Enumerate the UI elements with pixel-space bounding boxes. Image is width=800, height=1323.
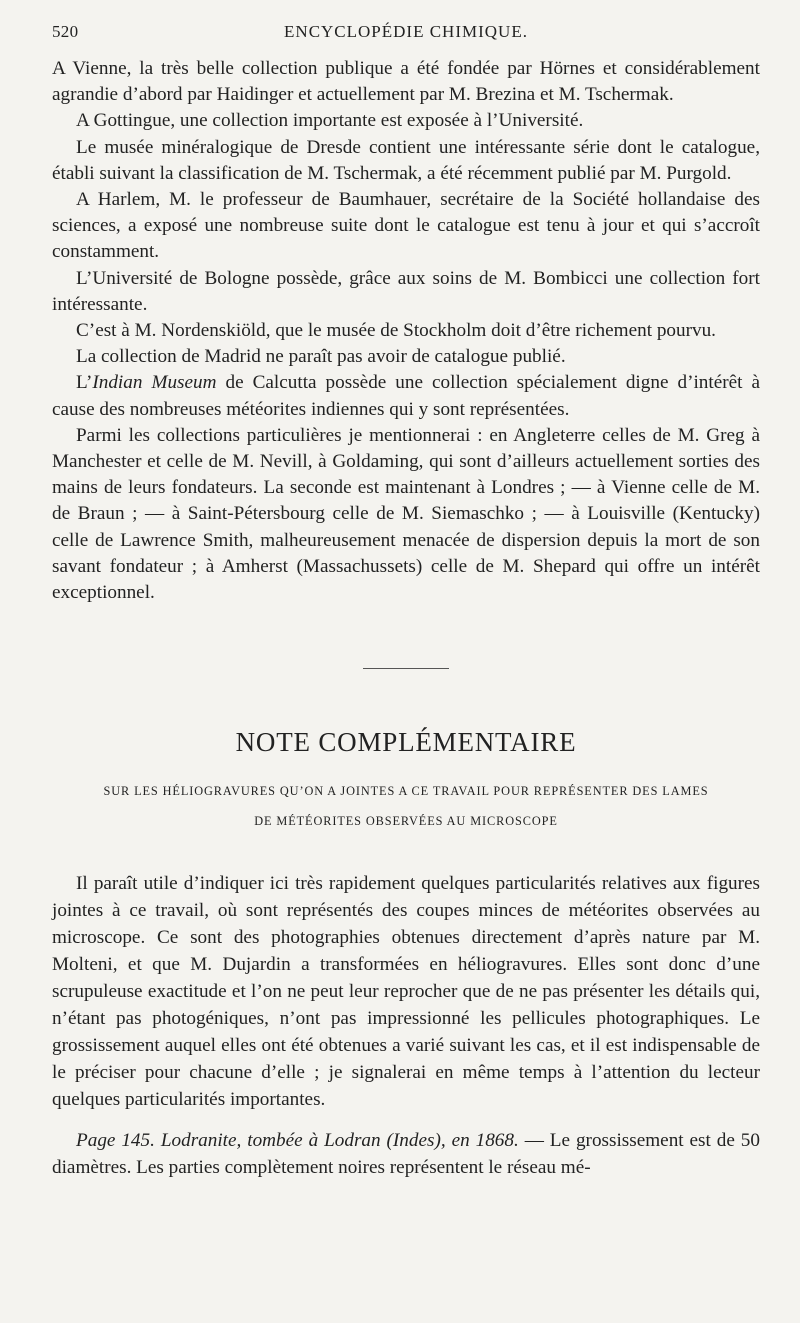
note-title: NOTE COMPLÉMENTAIRE	[235, 727, 577, 758]
note-body	[52, 870, 760, 1181]
paragraph-vienne: A Vienne, la très belle collection publique a été fondée par Hörnes et considérablement agrandie d’abord par Haidinger et actuellement par M. Brezina et M. Tschermak.	[52, 58, 760, 106]
note-subtitle-line-2: DE MÉTÉORITES OBSERVÉES AU MICROSCOPE	[254, 814, 558, 829]
paragraph-private-collections: Parmi les collections particulières je mentionnerai : en Angleterre celles de M. Greg à Manchester et celle de M. Nevill, à Goldaming, qui sont d’ailleurs actuellement sorties des mains de leurs fondateurs. La seconde est maintenant à Londres ; — à Vienne celle de M. de Braun ; — à Saint-Pétersbourg celle de M. Siemaschko ; — à Louisville (Kentucky) celle de Lawrence Smith, malheureusement menacée de dispersion depuis la mort de son savant fondateur ; à Amherst (Massachussets) celle de M. Shepard qui offre un intérêt exceptionnel.	[52, 424, 760, 604]
collections-section	[52, 56, 760, 606]
note-paragraph: Il paraît utile d’indiquer ici très rapidement quelques particularités relatives aux figures jointes à ce travail, où sont représentés des coupes minces de météorites observées au microscope. Ce sont des photographies obtenues directement d’après nature par M. Molteni, et que M. Dujardin a transformées en héliogravures. Elles sont donc d’une scrupuleuse exactitude et l’on ne peut leur reprocher que de ne pas présenter les détails qui, n’étant pas photogéniques, n’ont pas impressionné les pellicules photographiques. Le grossissement auquel elles ont été obtenues a varié suivant les cas, et il est indispensable de le préciser pour chacune d’elle ; je signalerai en même temps à l’attention du lecteur quelques particularités importantes.	[52, 873, 760, 1111]
indian-museum-text: de Calcutta possède une collection spécialement digne d’intérêt à cause des nombreuses météorites indiennes qui y sont représentées.	[52, 372, 760, 420]
section-divider	[363, 668, 449, 669]
paragraph-harlem: A Harlem, M. le professeur de Baumhauer, secrétaire de la Société hollandaise des sciences, a exposé une nombreuse suite dont le catalogue est tenu à jour et qui s’accroît constamment.	[52, 189, 760, 263]
page-145-text: — Le grossissement est de 50 diamètres. Les parties complètement noires représentent le réseau mé-	[52, 1130, 760, 1179]
paragraph-indian-museum	[52, 370, 760, 422]
indian-museum-prefix: L’	[76, 372, 93, 394]
note-subtitle	[52, 776, 760, 836]
paragraph-madrid: La collection de Madrid ne paraît pas avoir de catalogue publié.	[76, 346, 566, 368]
page-145-entry	[52, 1127, 760, 1181]
page-number: 520	[52, 22, 79, 41]
indian-museum-name: Indian Museum	[92, 372, 217, 394]
page-header	[52, 22, 760, 56]
note-subtitle-line-1: SUR LES HÉLIOGRAVURES QU’ON A JOINTES A CE TRAVAIL POUR REPRÉSENTER DES LAMES	[103, 784, 709, 799]
paragraph-stockholm: C’est à M. Nordenskiöld, que le musée de Stockholm doit d’être richement pourvu.	[76, 320, 716, 342]
paragraph-gottingue: A Gottingue, une collection importante est exposée à l’Université.	[76, 110, 584, 132]
running-title: ENCYCLOPÉDIE CHIMIQUE.	[284, 22, 528, 41]
paragraph-dresde: Le musée minéralogique de Dresde contient une intéressante série dont le catalogue, établi suivant la classification de M. Tschermak, a été récemment publié par M. Purgold.	[52, 136, 760, 184]
paragraph-bologne: L’Université de Bologne possède, grâce aux soins de M. Bombicci une collection fort intéressante.	[52, 267, 760, 315]
page-145-heading: Page 145. Lodranite, tombée à Lodran (Indes), en 1868.	[76, 1130, 519, 1152]
